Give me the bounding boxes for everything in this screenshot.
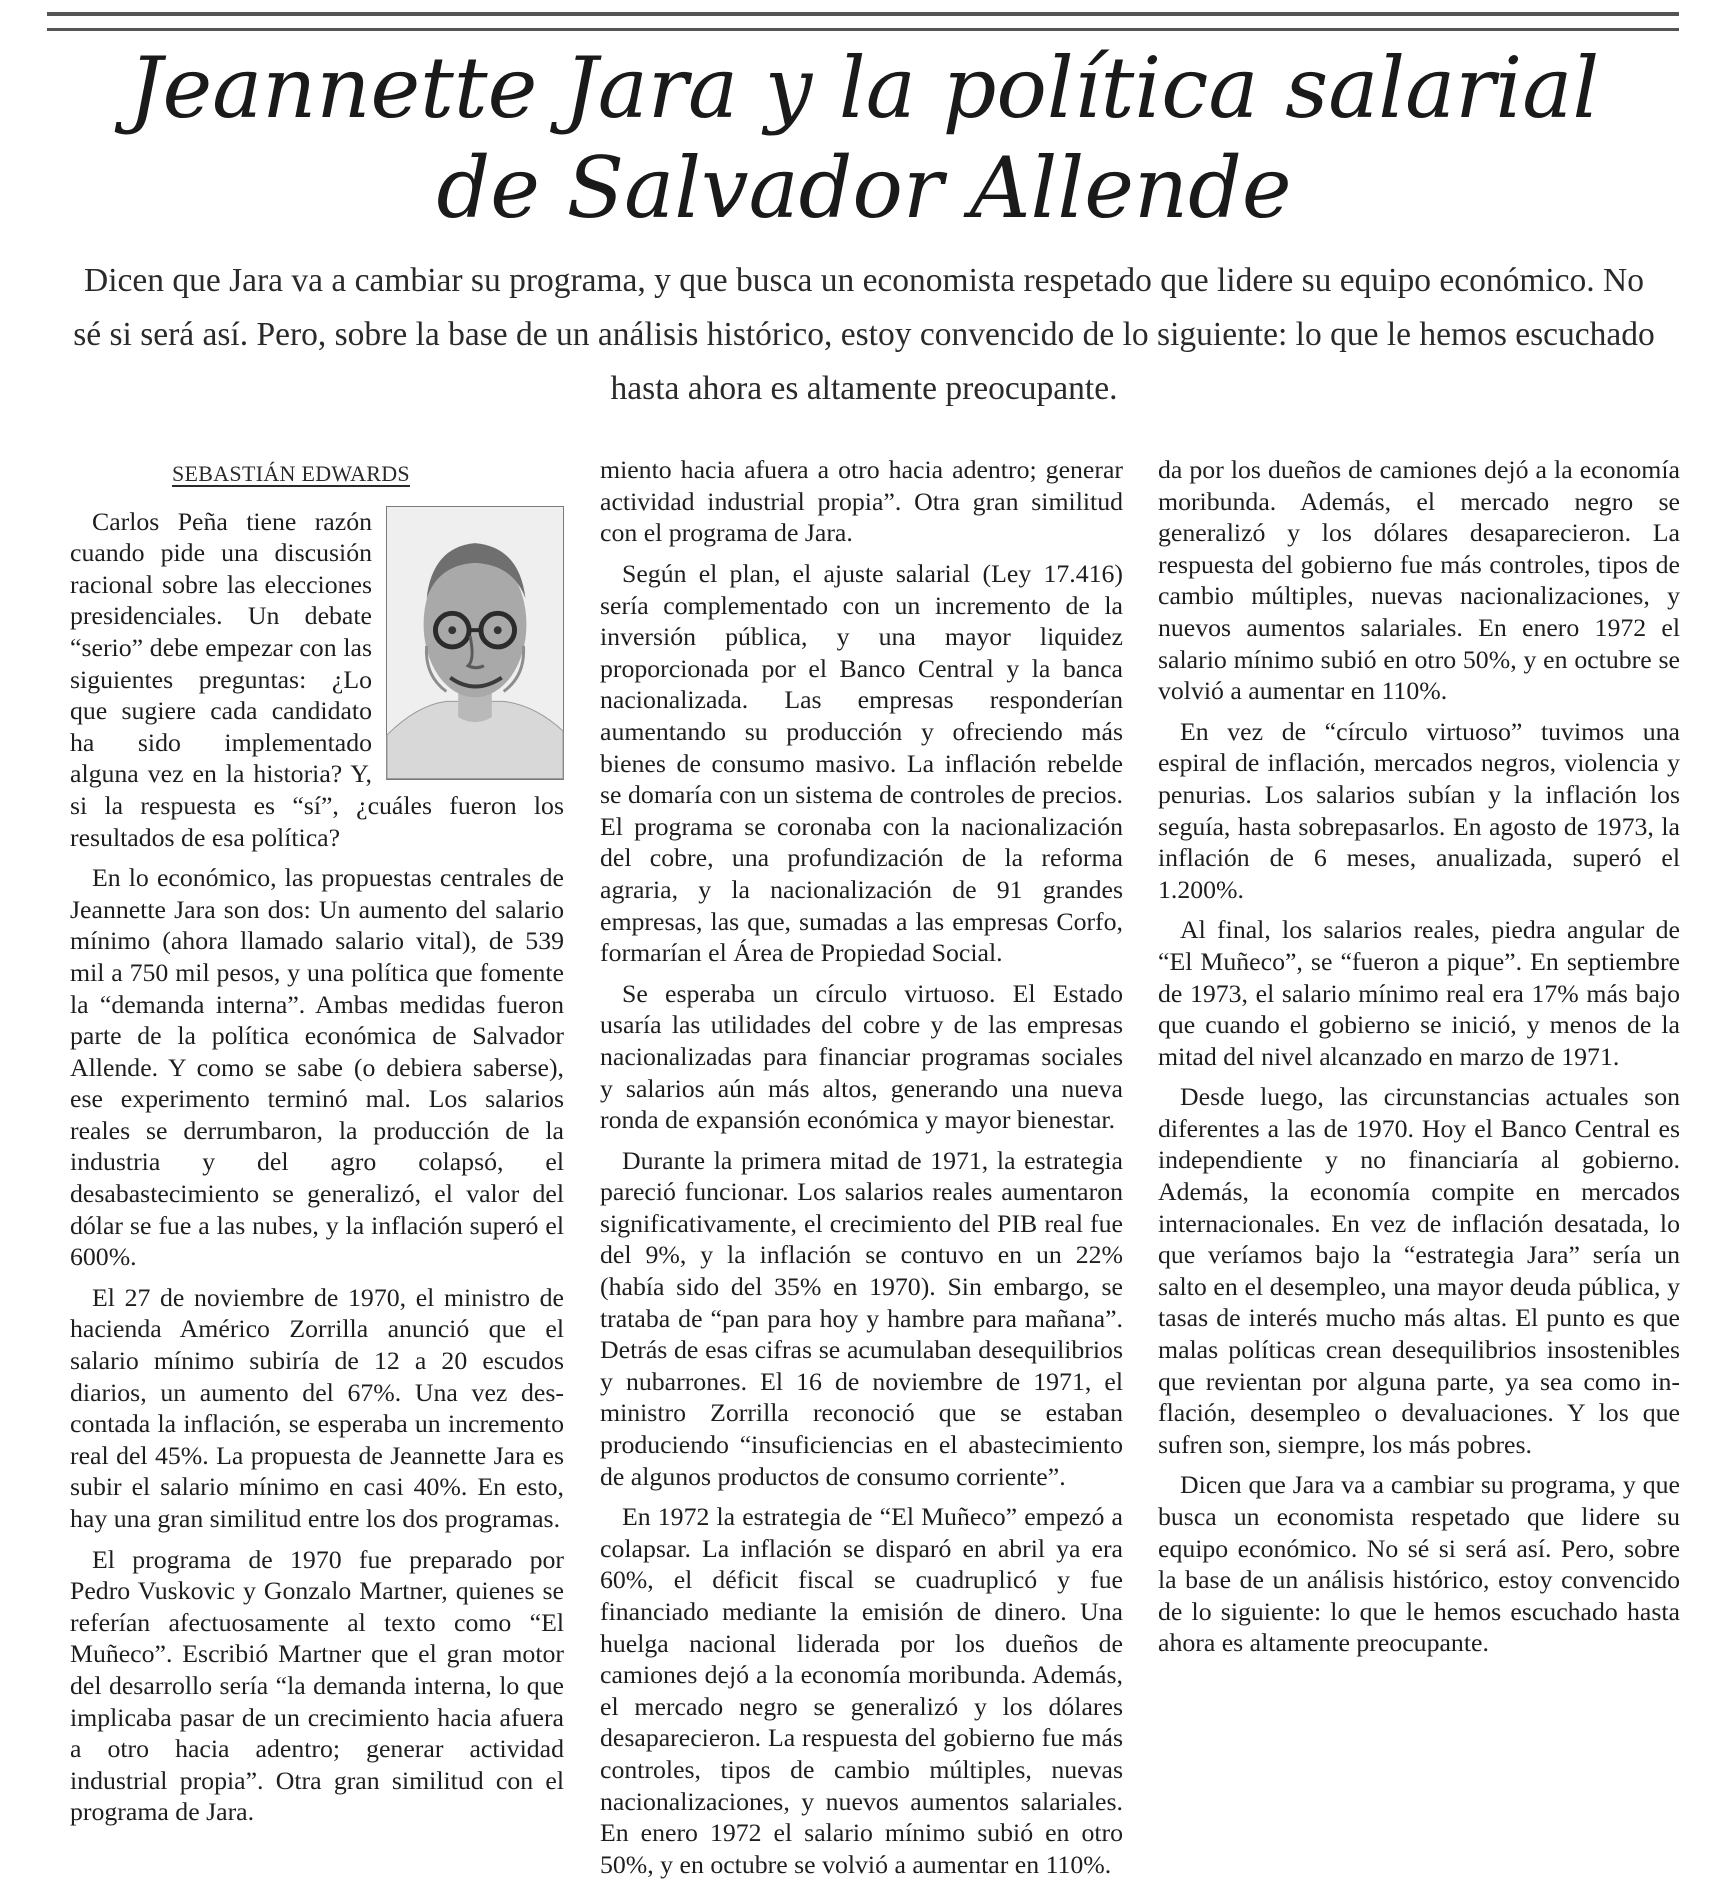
paragraph-9: En vez de “círculo virtuoso” tuvimos una espiral de inflación, mercados negros, violencia y penurias. Los salarios subían y la inflación los seguía, hasta sobrepasarlos. En agosto de 1973, la inflación de 6 meses, anualizada, superó el 1.200%. [1158, 716, 1680, 904]
top-double-rule [47, 12, 1679, 31]
byline: SEBASTIÁN EDWARDS [172, 461, 410, 486]
headline [60, 38, 1668, 238]
author-photo [386, 506, 564, 780]
paragraph-8 [600, 1501, 1123, 1879]
headline-line-1: Jeannette Jara y la política salarial [128, 39, 1600, 137]
paragraph-6: Se esperaba un círculo virtuoso. El Estado usaría las utilidades del cobre y de las empresas nacionalizadas para financiar programas sociales y salarios aún más altos, generando una nueva ronda de expansión económica y mayor bienestar. [600, 978, 1123, 1135]
author-portrait-icon [387, 507, 563, 779]
paragraph-11: Desde luego, las circunstancias actuales son diferentes a las de 1970. Hoy el Banco Central es independiente y no financiaría al gobierno. Además, la economía compite en mercados internacionales. En vez de inflación desatada, lo que veríamos bajo la “estrategia Jara” sería un salto en el desempleo, una mayor deuda pública, y tasas de interés mucho más altas. El punto es que malas políticas crean desequilibrios insostenibles que revientan por alguna parte, ya sea como inflación, desempleo o devaluaciones. Y los que sufren son, siempre, los más pobres. [1158, 1082, 1680, 1459]
paragraph-8-continued: da por los dueños de camiones dejó a la economía moribunda. Además, el mercado negro se generalizó y los dólares desaparecieron. La respuesta del gobierno fue más controles, tipos de cambio múltiples, nuevas nacionalizaciones, y nuevos aumentos salariales. En enero 1972 el salario mínimo subió en otro 50%, y en octubre se volvió a aumentar en 110%. [1158, 455, 1680, 706]
deck-summary: Dicen que Jara va a cambiar su programa, y que busca un economista respetado que lidere su equipo económico. No sé si será así. Pero, sobre la base de un análisis histórico, estoy convencido de lo siguiente: lo que le hemos escuchado hasta ahora es altamente preocupante. [73, 262, 1655, 407]
paragraph-10: Al final, los salarios reales, piedra angular de “El Muñeco”, se “fueron a pique”. En septiembre de 1973, el salario mínimo real era 17% más bajo que cuando el gobierno se inició, y menos de la mitad del nivel alcanzado en marzo de 1971. [1158, 915, 1680, 1071]
paragraph-4: El programa de 1970 fue preparado por Pedro Vuskovic y Gonzalo Martner, quienes se referían afectuosamente al texto como “El Muñeco”. Escribió Martner que el gran motor del desarrollo sería “la demanda interna, lo que implicaba pasar de un crecimiento hacia afuera a otro hacia adentro; generar actividad industrial propia”. Otra gran similitud con el programa de Jara. [70, 1544, 564, 1827]
column-1 [70, 448, 564, 1827]
column-2 [600, 454, 1123, 1879]
paragraph-7: Durante la primera mitad de 1971, la estrategia pareció funcionar. Los salarios reales aumentaron significativamente, el crecimiento del PIB real fue del 9%, y la inflación se contuvo en un 22% (había sido del 35% en 1970). Sin embargo, se trataba de “pan para hoy y hambre para mañana”. Detrás de esas cifras se acumulaban desequilibrios y nubarrones. El 16 de noviembre de 1971, el ministro Zorrilla reconoció que se estaban produciendo “insuficiencias en el abastecimiento de algunos productos de consumo corriente”. [600, 1145, 1123, 1491]
paragraph-12: Dicen que Jara va a cambiar su programa, y que busca un economista respetado que lidere su equipo económico. No sé si será así. Pero, sobre la base de un análisis histórico, estoy convencido de lo siguiente: lo que le hemos escuchado hasta ahora es altamente preocupante. [1158, 1470, 1680, 1658]
paragraph-8-text: En 1972 la estrategia de “El Muñeco” empezó a colapsar. La inflación se disparó en abril ya era 60%, el déficit fiscal se cuadruplicó y fue financiado mediante la emisión de dinero. Una huelga nacional liderada por los dueños de camiones dejó a la economía moribunda. Además, el mercado negro se generalizó y los dólares desaparecieron. La respuesta del gobierno fue más controles, tipos de cambio múltiples, nuevas nacionalizaciones, y nuevos aumentos salariales. En enero 1972 el salario mínimo subió en otro 50%, y en octubre se volvió a aumentar en 110%. [600, 1502, 1123, 1879]
paragraph-1 [70, 506, 564, 854]
column-3 [1158, 454, 1680, 1668]
paragraph-5: Según el plan, el ajuste salarial (Ley 17.416) sería complementado con un incremento de la inversión pública, y una mayor liquidez proporcionada por el Banco Central y la banca nacionalizada. Las empresas responderían aumentando su producción y ofreciendo más bienes de consumo masivo. La inflación rebelde se domaría con un sistema de controles de precios. El programa se coronaba con la nacionalización del cobre, una profundización de la reforma agraria, y la nacionalización de 91 grandes empresas, las que, sumadas a las empresas Corfo, formarían el Área de Propiedad Social. [600, 559, 1123, 968]
paragraph-3: El 27 de noviembre de 1970, el ministro de hacienda Américo Zorrilla anunció que el salario mínimo subiría de 12 a 20 escudos diarios, un aumento del 67%. Una vez descontada la inflación, se esperaba un incremento real del 45%. La propuesta de Jeannette Jara es subir el salario mínimo en casi 40%. En esto, hay una gran similitud entre los dos programas. [70, 1282, 564, 1533]
paragraph-4-continued: miento hacia afuera a otro hacia adentro; generar actividad industrial propia”. Otra gran similitud con el programa de Jara. [600, 455, 1123, 548]
paragraph-2: En lo económico, las propuestas centrales de Jeannette Jara son dos: Un aumento del salario mínimo (ahora llamado salario vital), de 539 mil a 750 mil pesos, y una política que fomente la “demanda interna”. Ambas medidas fueron parte de la política económica de Salvador Allende. Y como se sabe (o debiera saberse), ese experimento terminó mal. Los salarios reales se derrumbaron, la producción de la industria y del agro colapsó, el desabastecimiento se generalizó, el valor del dólar se fue a las nubes, y la inflación superó el 600%. [70, 863, 564, 1272]
paragraph-1-text: Carlos Peña tiene razón cuando pide una discusión racional sobre las elecciones presidenciales. Un debate “serio” debe empezar con las siguientes preguntas: ¿Lo que sugiere cada candidato ha sido implementado alguna vez en la historia? Y, si la respuesta es “sí”, ¿cuáles fueron los resultados de esa política? [70, 506, 564, 852]
headline-line-2: de Salvador Allende [436, 139, 1292, 237]
